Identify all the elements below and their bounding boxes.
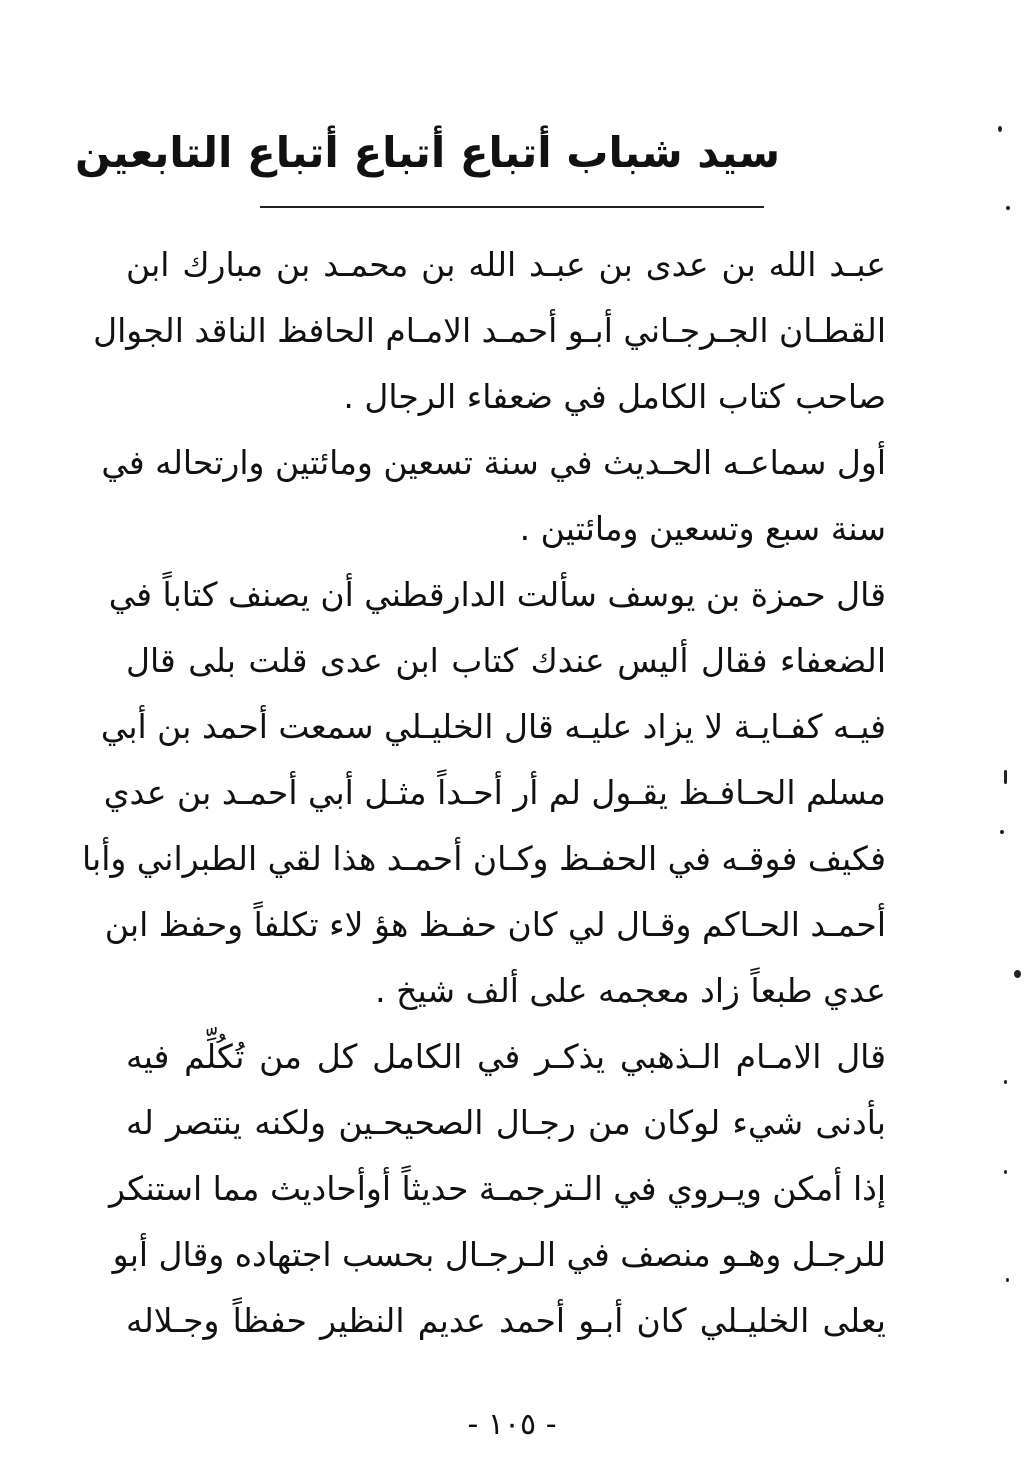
text-line: سنة سبع وتسعين ومائتين .: [519, 509, 886, 548]
text-line: أحمـد الحـاكم وقـال لي كان حفـظ هؤ لاء تكلفاً وحفظ ابن: [104, 905, 886, 944]
text-line: قال حمزة بن يوسف سألت الدارقطني أن يصنف كتاباً في: [108, 575, 886, 614]
scan-speck: [998, 126, 1002, 132]
scan-speck: [1000, 830, 1004, 834]
text-line: صاحب كتاب الكامل في ضعفاء الرجال .: [343, 377, 886, 416]
text-line: أول سماعـه الحـديث في سنة تسعين ومائتين وارتحاله في: [101, 443, 886, 482]
title-underline: [260, 206, 764, 208]
text-line: للرجـل وهـو منصف في الـرجـال بحسب اجتهاده وقال أبو: [112, 1235, 886, 1274]
text-line: القطـان الجـرجـاني أبـو أحمـد الامـام الحافظ الناقد الجوال: [93, 311, 886, 350]
page-number: - ١٠٥ -: [467, 1407, 557, 1442]
scan-speck: [1004, 1170, 1007, 1174]
text-line: الضعفاء فقال أليس عندك كتاب ابن عدى قلت بلى قال: [126, 641, 886, 680]
scan-speck: [1014, 970, 1021, 978]
scan-speck: [1004, 770, 1007, 784]
text-line: عبـد الله بن عدى بن عبـد الله بن محمـد بن مبارك ابن: [126, 245, 886, 284]
text-line: قال الامـام الـذهبي يذكـر في الكامل كل من تُكُلِّم فيه: [126, 1037, 886, 1076]
text-line: مسلم الحـافـظ يقـول لم أر أحـداً مثـل أبي أحمـد بن عدي: [103, 773, 886, 812]
scan-speck: [1006, 206, 1010, 210]
text-line: فكيف فوقـه في الحفـظ وكـان أحمـد هذا لقي الطبراني وأبا: [81, 839, 886, 878]
scan-speck: [1006, 1278, 1009, 1282]
text-line: عدي طبعاً زاد معجمه على ألف شيخ .: [375, 971, 886, 1010]
text-line: فيـه كفـايـة لا يزاد عليـه قال الخليـلي سمعت أحمد بن أبي: [100, 707, 886, 746]
page-title: سيد شباب أتباع أتباع أتباع التابعين: [74, 128, 780, 177]
text-line: يعلى الخليـلي كان أبـو أحمد عديم النظير حفظاً وجـلاله: [126, 1301, 886, 1340]
text-line: إذا أمكن ويـروي في الـترجمـة حديثاً أوأحاديث مما استنكر: [109, 1169, 886, 1208]
text-line: بأدنى شيء لوكان من رجـال الصحيحـين ولكنه ينتصر له: [126, 1103, 886, 1142]
scan-speck: [1004, 1080, 1007, 1084]
